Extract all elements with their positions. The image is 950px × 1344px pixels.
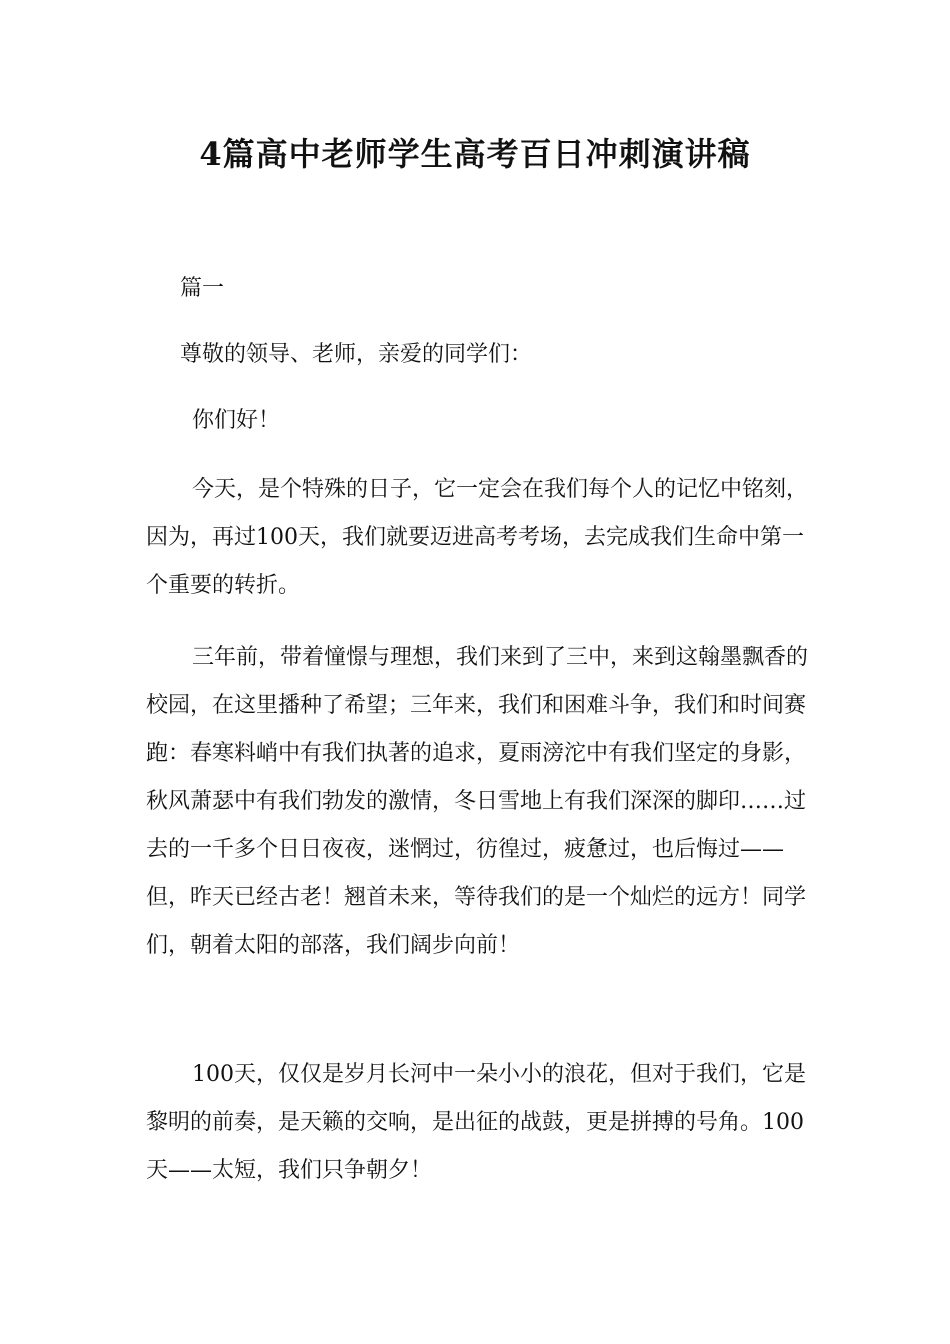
paragraph: 今天，是个特殊的日子，它一定会在我们每个人的记忆中铭刻，因为，再过100天，我们就要迈进高考考场，去完成我们生命中第一个重要的转折。 (146, 477, 809, 598)
greeting: 你们好！ (192, 408, 281, 433)
salutation: 尊敬的领导、老师，亲爱的同学们： (180, 342, 533, 367)
section-label: 篇一 (180, 276, 225, 301)
paragraph: 100天，仅仅是岁月长河中一朵小小的浪花，但对于我们，它是黎明的前奏，是天籁的交响，是出征的战鼓，更是拼搏的号角。100天——太短，我们只争朝夕！ (146, 1062, 806, 1183)
paragraph: 三年前，带着憧憬与理想，我们来到了三中，来到这翰墨飘香的校园，在这里播种了希望；三年来，我们和困难斗争，我们和时间赛跑：春寒料峭中有我们执著的追求，夏雨滂沱中有我们坚定的身影，秋风萧瑟中有我们勃发的激情，冬日雪地上有我们深深的脚印……过去的一千多个日日夜夜，迷惘过，彷徨过，疲惫过，也后悔过——但，昨天已经古老！翘首未来，等待我们的是一个灿烂的远方！同学们，朝着太阳的部落，我们阔步向前！ (146, 645, 809, 958)
document-title: 4篇高中老师学生高考百日冲刺演讲稿 (199, 135, 751, 173)
